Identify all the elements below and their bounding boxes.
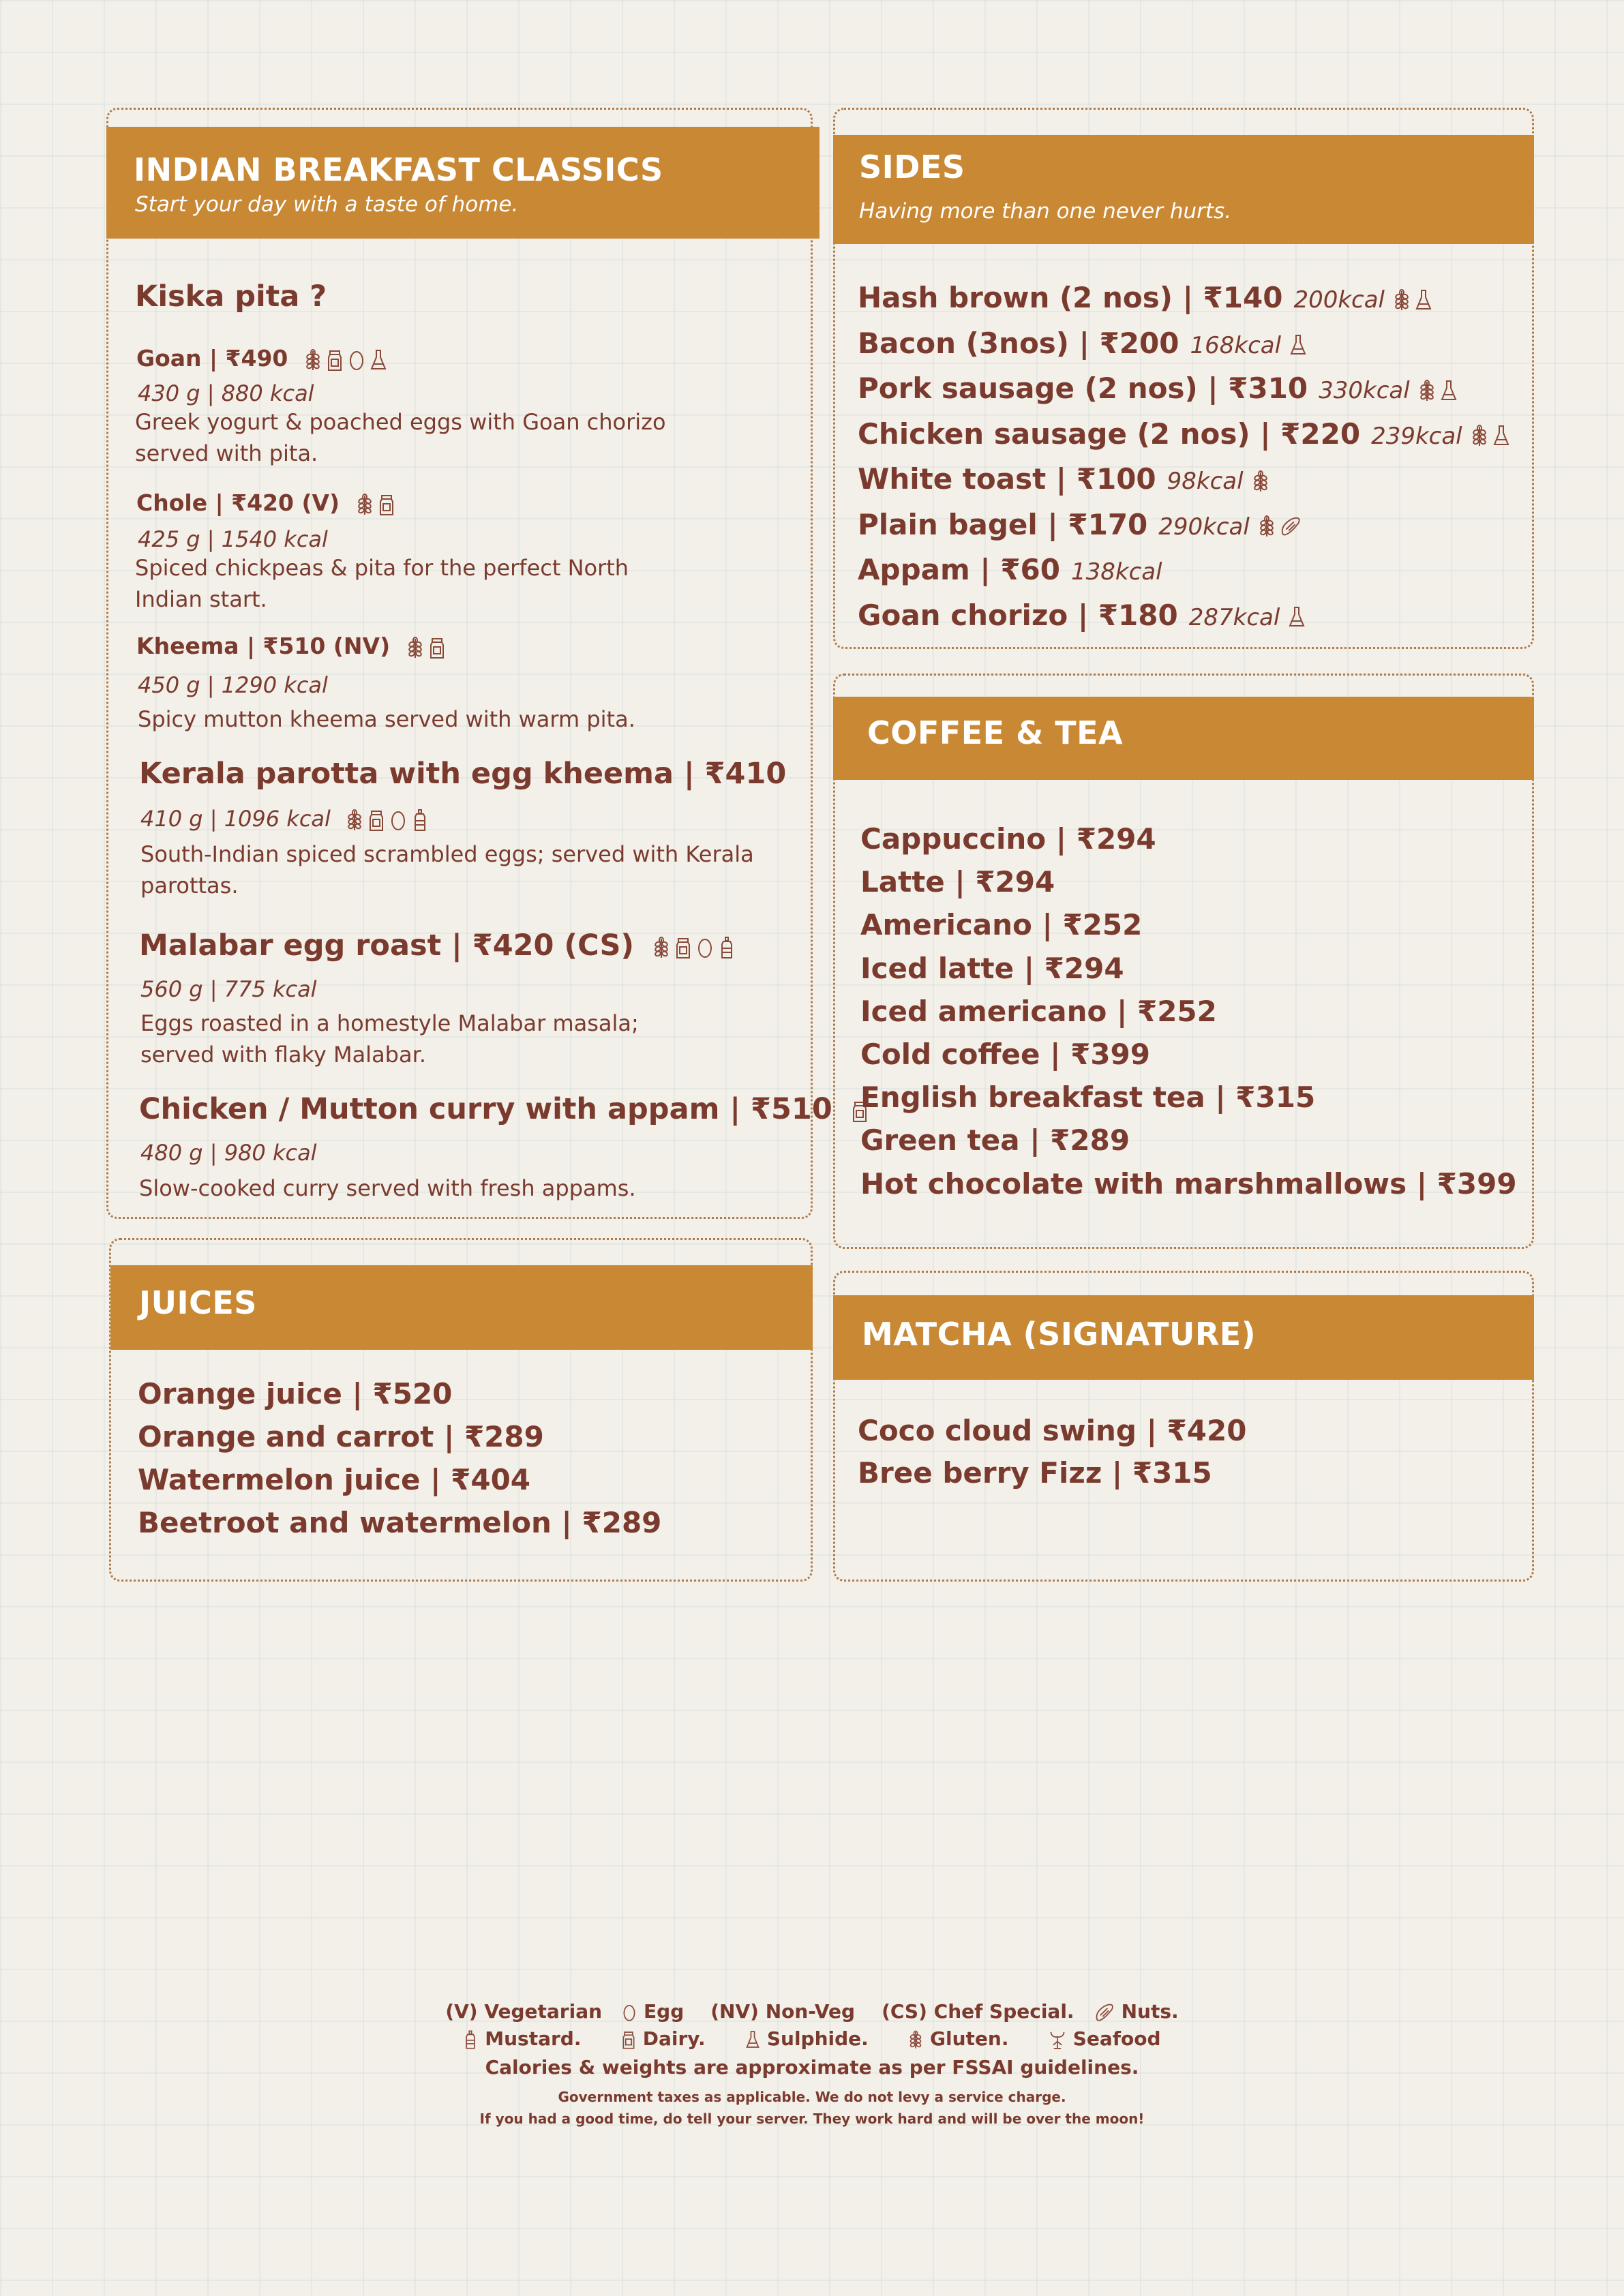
malabar-title <box>139 928 736 963</box>
juices-item-name: Watermelon juice | ₹404 <box>138 1463 531 1496</box>
dairy-icon <box>326 348 344 372</box>
sides-item-name: Appam | ₹60 <box>858 553 1060 586</box>
sides-item-kcal: 239kcal <box>1371 422 1462 450</box>
legend-nuts: Nuts. <box>1121 2000 1179 2023</box>
coffee-item <box>860 1081 1315 1114</box>
juices-item-name: Orange juice | ₹520 <box>138 1377 453 1410</box>
kerala-title <box>139 757 786 791</box>
egg-icon <box>389 809 407 832</box>
legend-line-2 <box>0 2027 1624 2050</box>
sides-item-kcal: 290kcal <box>1158 513 1250 541</box>
kheema-title <box>136 633 446 659</box>
juices-item <box>138 1377 452 1410</box>
legend-nonveg: (NV) Non-Veg <box>710 2000 856 2023</box>
goan-allergens <box>304 348 387 372</box>
legend-thanks: If you had a good time, do tell your server. They work hard and will be over the moon! <box>479 2111 1145 2127</box>
kiska-pita-heading: Kiska pita ? <box>135 280 327 314</box>
legend-gluten: Gluten. <box>930 2027 1009 2050</box>
sides-header <box>833 135 1534 244</box>
gluten-icon <box>652 936 670 959</box>
coffee-item <box>860 1038 1150 1071</box>
sides-subtitle: Having more than one never hurts. <box>859 199 1232 224</box>
goan-desc-2: served with pita. <box>135 440 318 466</box>
sides-item <box>858 553 1162 586</box>
dairy-icon <box>674 936 692 959</box>
coffee-item <box>860 1123 1130 1157</box>
chole-desc-1: Spiced chickpeas & pita for the perfect North <box>135 555 629 581</box>
kerala-allergens <box>346 809 429 832</box>
gluten-icon <box>406 636 424 659</box>
coffee-item <box>860 995 1217 1028</box>
dairy-icon <box>428 636 446 659</box>
sides-item-kcal: 168kcal <box>1190 331 1282 359</box>
coffee-item-name: Hot chocolate with marshmallows | ₹399 <box>860 1166 1517 1200</box>
coffee-item-name: Americano | ₹252 <box>860 908 1143 942</box>
sides-item-kcal: 200kcal <box>1293 286 1385 314</box>
coffee-item <box>860 822 1156 856</box>
kheema-meta: 450 g | 1290 kcal <box>138 672 328 698</box>
coffee-item-name: Iced americano | ₹252 <box>860 994 1217 1028</box>
kerala-desc-1: South-Indian spiced scrambled eggs; served with Kerala <box>140 841 754 867</box>
sides-item-kcal: 330kcal <box>1319 377 1410 404</box>
gluten-icon <box>304 348 322 372</box>
coffee-item <box>860 1167 1517 1200</box>
dairy-icon <box>621 2029 636 2050</box>
sides-item-allergens <box>1258 515 1302 538</box>
coffee-item-name: Cappuccino | ₹294 <box>860 822 1156 856</box>
nuts-icon <box>1280 515 1302 538</box>
sides-item-name: Pork sausage (2 nos) | ₹310 <box>858 372 1308 405</box>
malabar-desc-2: served with flaky Malabar. <box>140 1042 426 1068</box>
matcha-title: MATCHA (SIGNATURE) <box>862 1316 1257 1353</box>
sides-item-allergens <box>1252 470 1269 493</box>
juices-item-name: Orange and carrot | ₹289 <box>138 1420 544 1453</box>
sides-item <box>858 417 1510 451</box>
chole-allergens <box>356 493 395 516</box>
coffee-item-name: Cold coffee | ₹399 <box>860 1038 1150 1071</box>
juices-item <box>138 1420 544 1453</box>
sides-item <box>858 281 1432 314</box>
sides-item <box>858 508 1302 541</box>
legend-mustard: Mustard. <box>485 2027 582 2050</box>
malabar-name: Malabar egg roast | ₹420 (CS) <box>139 928 635 963</box>
coffee-item-name: English breakfast tea | ₹315 <box>860 1081 1316 1115</box>
coffee-item-name: Iced latte | ₹294 <box>860 951 1124 985</box>
malabar-meta: 560 g | 775 kcal <box>140 976 317 1002</box>
curry-title <box>139 1092 869 1126</box>
sides-item-allergens <box>1471 424 1510 447</box>
sides-item-allergens <box>1288 605 1306 629</box>
gluten-icon <box>908 2029 923 2050</box>
nuts-icon <box>1094 2002 1115 2023</box>
matcha-item-name: Bree berry Fizz | ₹315 <box>858 1456 1212 1490</box>
legend-calories: Calories & weights are approximate as per FSSAI guidelines. <box>485 2056 1139 2079</box>
sides-item-name: Goan chorizo | ₹180 <box>858 598 1178 632</box>
chole-meta: 425 g | 1540 kcal <box>138 526 328 552</box>
juices-title: JUICES <box>139 1284 257 1321</box>
coffee-item-name: Latte | ₹294 <box>860 865 1055 899</box>
goan-name: Goan | ₹490 <box>136 345 288 372</box>
juices-item <box>138 1506 661 1539</box>
sulphide-icon <box>1289 333 1307 357</box>
sides-item <box>858 462 1269 496</box>
sides-item-kcal: 138kcal <box>1071 558 1162 586</box>
curry-meta: 480 g | 980 kcal <box>140 1140 317 1166</box>
juices-item <box>138 1463 530 1496</box>
indian-breakfast-subtitle: Start your day with a taste of home. <box>135 192 519 217</box>
egg-icon <box>348 348 365 372</box>
kheema-name: Kheema | ₹510 (NV) <box>136 633 391 659</box>
kheema-allergens <box>406 636 446 659</box>
sides-item-name: Chicken sausage (2 nos) | ₹220 <box>858 417 1361 451</box>
coffee-header <box>833 697 1534 780</box>
goan-desc-1: Greek yogurt & poached eggs with Goan chorizo <box>135 409 666 435</box>
gluten-icon <box>1252 470 1269 493</box>
chole-desc-2: Indian start. <box>135 586 267 612</box>
matcha-item <box>858 1456 1212 1490</box>
sulphide-icon <box>1492 424 1510 447</box>
sides-item-allergens <box>1393 288 1432 312</box>
sides-item <box>858 372 1458 405</box>
legend-sulphide: Sulphide. <box>766 2027 869 2050</box>
matcha-header <box>833 1295 1534 1380</box>
mustard-icon <box>411 809 429 832</box>
sides-item-kcal: 287kcal <box>1188 603 1280 631</box>
coffee-item <box>860 865 1055 898</box>
goan-title <box>136 345 387 372</box>
gluten-icon <box>1258 515 1276 538</box>
legend-egg: Egg <box>644 2000 685 2023</box>
malabar-allergens <box>652 936 736 959</box>
gluten-icon <box>356 493 374 516</box>
legend-dairy: Dairy. <box>642 2027 706 2050</box>
sides-title: SIDES <box>859 149 965 185</box>
chole-name: Chole | ₹420 (V) <box>136 489 340 516</box>
matcha-item <box>858 1414 1246 1447</box>
legend-taxes: Government taxes as applicable. We do not levy a service charge. <box>558 2089 1066 2105</box>
sides-item-name: White toast | ₹100 <box>858 462 1156 496</box>
egg-icon <box>622 2002 637 2023</box>
gluten-icon <box>1471 424 1488 447</box>
gluten-icon <box>346 809 363 832</box>
dairy-icon <box>367 809 385 832</box>
sulphide-icon <box>1288 605 1306 629</box>
coffee-item <box>860 908 1142 941</box>
coffee-title: COFFEE & TEA <box>867 714 1124 751</box>
sides-item <box>858 327 1307 360</box>
matcha-item-name: Coco cloud swing | ₹420 <box>858 1414 1247 1447</box>
indian-breakfast-title: INDIAN BREAKFAST CLASSICS <box>134 151 663 188</box>
sulphide-icon <box>745 2029 760 2050</box>
kerala-desc-2: parottas. <box>140 873 239 898</box>
kheema-desc: Spicy mutton kheema served with warm pita. <box>138 706 635 732</box>
sides-item-kcal: 98kcal <box>1167 468 1244 495</box>
kerala-meta-row <box>140 806 429 832</box>
sides-item-name: Plain bagel | ₹170 <box>858 507 1148 541</box>
seafood-icon <box>1049 2029 1066 2050</box>
sulphide-icon <box>370 348 387 372</box>
sides-item-name: Bacon (3nos) | ₹200 <box>858 326 1179 360</box>
coffee-item-name: Green tea | ₹289 <box>860 1123 1130 1158</box>
legend-chef: (CS) Chef Special. <box>882 2000 1074 2023</box>
egg-icon <box>696 936 714 959</box>
juices-item-name: Beetroot and watermelon | ₹289 <box>138 1506 662 1539</box>
sides-item <box>858 599 1306 632</box>
gluten-icon <box>1418 379 1436 402</box>
mustard-icon <box>718 936 736 959</box>
sulphide-icon <box>1415 288 1432 312</box>
sides-item-name: Hash brown (2 nos) | ₹140 <box>858 281 1283 314</box>
indian-breakfast-header <box>106 127 819 239</box>
kerala-meta: 410 g | 1096 kcal <box>140 806 331 832</box>
juices-header <box>110 1265 813 1350</box>
mustard-icon <box>463 2029 478 2050</box>
kerala-name: Kerala parotta with egg kheema | ₹410 <box>139 757 787 791</box>
legend-veg: (V) Vegetarian <box>445 2000 603 2023</box>
coffee-item <box>860 952 1124 985</box>
legend-seafood: Seafood <box>1072 2027 1161 2050</box>
gluten-icon <box>1393 288 1411 312</box>
chole-title <box>136 489 395 516</box>
curry-name: Chicken / Mutton curry with appam | ₹510 <box>139 1092 832 1126</box>
curry-desc: Slow-cooked curry served with fresh appams. <box>139 1175 636 1201</box>
goan-meta: 430 g | 880 kcal <box>138 380 314 406</box>
sides-item-allergens <box>1418 379 1458 402</box>
malabar-desc-1: Eggs roasted in a homestyle Malabar masala; <box>140 1010 639 1036</box>
sulphide-icon <box>1440 379 1458 402</box>
sides-item-allergens <box>1289 333 1307 357</box>
legend-line-1 <box>0 2000 1624 2023</box>
dairy-icon <box>378 493 395 516</box>
